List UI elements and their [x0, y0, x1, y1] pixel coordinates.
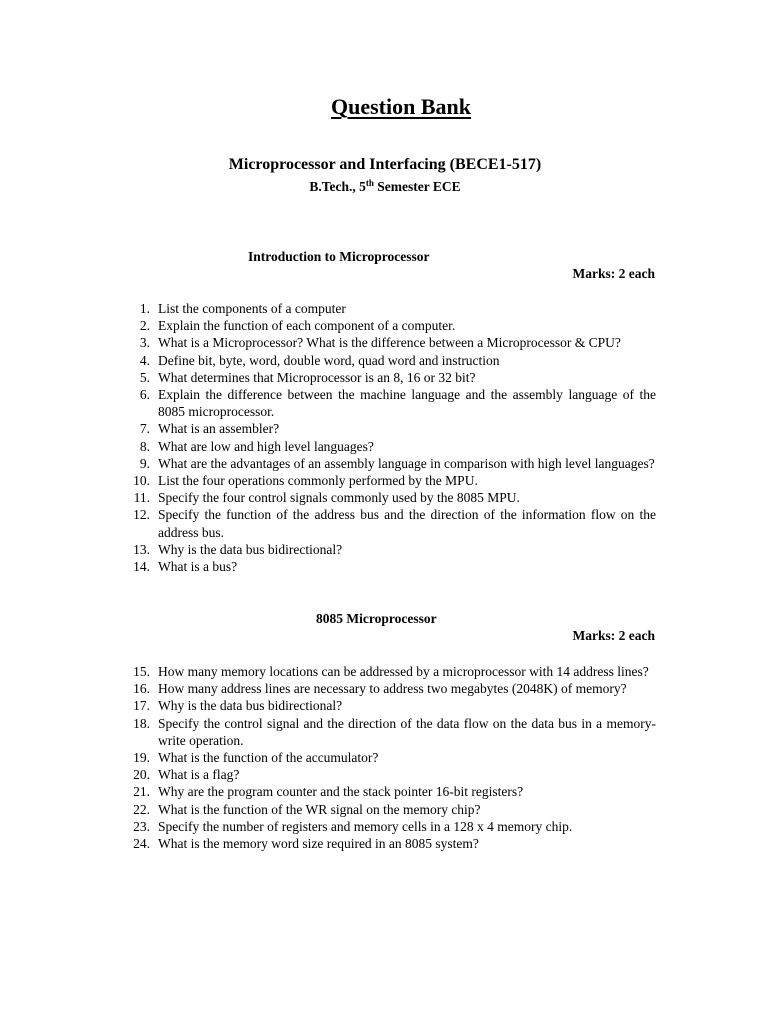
- question-text: What is the function of the WR signal on the memory chip?: [158, 801, 481, 817]
- question-item: [0, 438, 656, 455]
- section-marks-intro: Marks: 2 each: [572, 266, 655, 281]
- question-text: Explain the difference between the machine language and the assembly language of the 8085 microprocessor.: [158, 387, 656, 420]
- question-item: [0, 766, 656, 783]
- question-number: 23.: [133, 818, 150, 834]
- question-number: 7.: [139, 421, 150, 437]
- question-text: List the components of a computer: [158, 301, 346, 316]
- question-item: [0, 801, 656, 818]
- section-marks-8085: Marks: 2 each: [572, 628, 655, 643]
- question-text: Why are the program counter and the stack pointer 16-bit registers?: [158, 784, 524, 800]
- question-text: What determines that Microprocessor is an 8, 16 or 32 bit?: [158, 369, 476, 385]
- question-number: 3.: [139, 335, 150, 351]
- question-item: [0, 455, 656, 472]
- question-number: 12.: [133, 507, 150, 523]
- question-item: [0, 749, 656, 766]
- question-number: 8.: [139, 438, 150, 454]
- question-text: What are low and high level languages?: [158, 438, 374, 454]
- question-item: [0, 818, 656, 835]
- question-item: [0, 369, 656, 386]
- question-number: 20.: [133, 767, 150, 783]
- question-item: [0, 472, 656, 489]
- question-text: How many memory locations can be addressed by a microprocessor with 14 address lines?: [158, 664, 649, 679]
- question-text: What are the advantages of an assembly language in comparison with high level languages?: [158, 455, 655, 471]
- question-number: 4.: [139, 352, 150, 368]
- question-number: 6.: [139, 387, 150, 403]
- question-number: 14.: [133, 559, 150, 575]
- question-number: 17.: [133, 698, 150, 714]
- question-number: 19.: [133, 750, 150, 766]
- question-item: [0, 835, 656, 852]
- question-text: What is a flag?: [158, 767, 240, 783]
- section-heading-intro: Introduction to Microprocessor: [248, 249, 430, 264]
- question-text: Specify the function of the address bus and the direction of the information flow on the address bus.: [158, 507, 656, 540]
- question-number: 1.: [139, 301, 150, 316]
- question-item: [0, 558, 656, 575]
- question-item: [0, 317, 656, 334]
- question-text: Explain the function of each component of a computer.: [158, 318, 456, 334]
- question-number: 16.: [133, 681, 150, 697]
- page-title: Question Bank: [331, 94, 471, 119]
- question-number: 2.: [139, 318, 150, 334]
- question-item: [0, 541, 656, 558]
- question-number: 15.: [133, 664, 150, 679]
- question-item: [0, 300, 656, 317]
- question-item: [0, 386, 656, 420]
- question-text: What is a bus?: [158, 559, 238, 575]
- question-text: What is the function of the accumulator?: [158, 750, 379, 766]
- question-item: [0, 506, 656, 540]
- question-number: 21.: [133, 784, 150, 800]
- section-heading-8085: 8085 Microprocessor: [316, 611, 437, 626]
- course-title: Microprocessor and Interfacing (BECE1-517): [228, 156, 542, 173]
- question-number: 10.: [133, 473, 150, 489]
- question-list-intro: [0, 300, 656, 575]
- question-text: Specify the four control signals commonly used by the 8085 MPU.: [158, 490, 520, 506]
- program-prefix: B.Tech., 5: [309, 179, 366, 194]
- question-item: [0, 697, 656, 714]
- question-text: Define bit, byte, word, double word, quad word and instruction: [158, 352, 500, 368]
- question-item: [0, 352, 656, 369]
- question-text: Specify the number of registers and memory cells in a 128 x 4 memory chip.: [158, 818, 573, 834]
- program-superscript: th: [365, 178, 374, 188]
- question-number: 22.: [133, 801, 150, 817]
- question-text: Why is the data bus bidirectional?: [158, 541, 343, 557]
- question-number: 13.: [133, 541, 150, 557]
- question-item: [0, 334, 656, 351]
- question-number: 11.: [133, 490, 150, 506]
- program-suffix: Semester ECE: [373, 179, 461, 194]
- question-text: What is a Microprocessor? What is the difference between a Microprocessor & CPU?: [158, 335, 621, 351]
- question-item: [0, 489, 656, 506]
- question-text: What is an assembler?: [158, 421, 280, 437]
- question-text: Why is the data bus bidirectional?: [158, 698, 343, 714]
- question-item: [0, 715, 656, 749]
- question-list-8085: [0, 663, 656, 852]
- question-number: 9.: [139, 455, 150, 471]
- question-text: Specify the control signal and the direction of the data flow on the data bus in a memory-write operation.: [158, 715, 656, 748]
- question-item: [0, 783, 656, 800]
- question-item: [0, 420, 656, 437]
- question-text: How many address lines are necessary to address two megabytes (2048K) of memory?: [158, 681, 627, 697]
- question-number: 24.: [133, 836, 150, 852]
- question-text: What is the memory word size required in an 8085 system?: [158, 836, 479, 852]
- question-number: 18.: [133, 715, 150, 731]
- question-item: [0, 680, 656, 697]
- question-number: 5.: [139, 369, 150, 385]
- question-text: List the four operations commonly performed by the MPU.: [158, 473, 478, 489]
- question-item: [0, 663, 656, 680]
- program-line: [0, 179, 768, 195]
